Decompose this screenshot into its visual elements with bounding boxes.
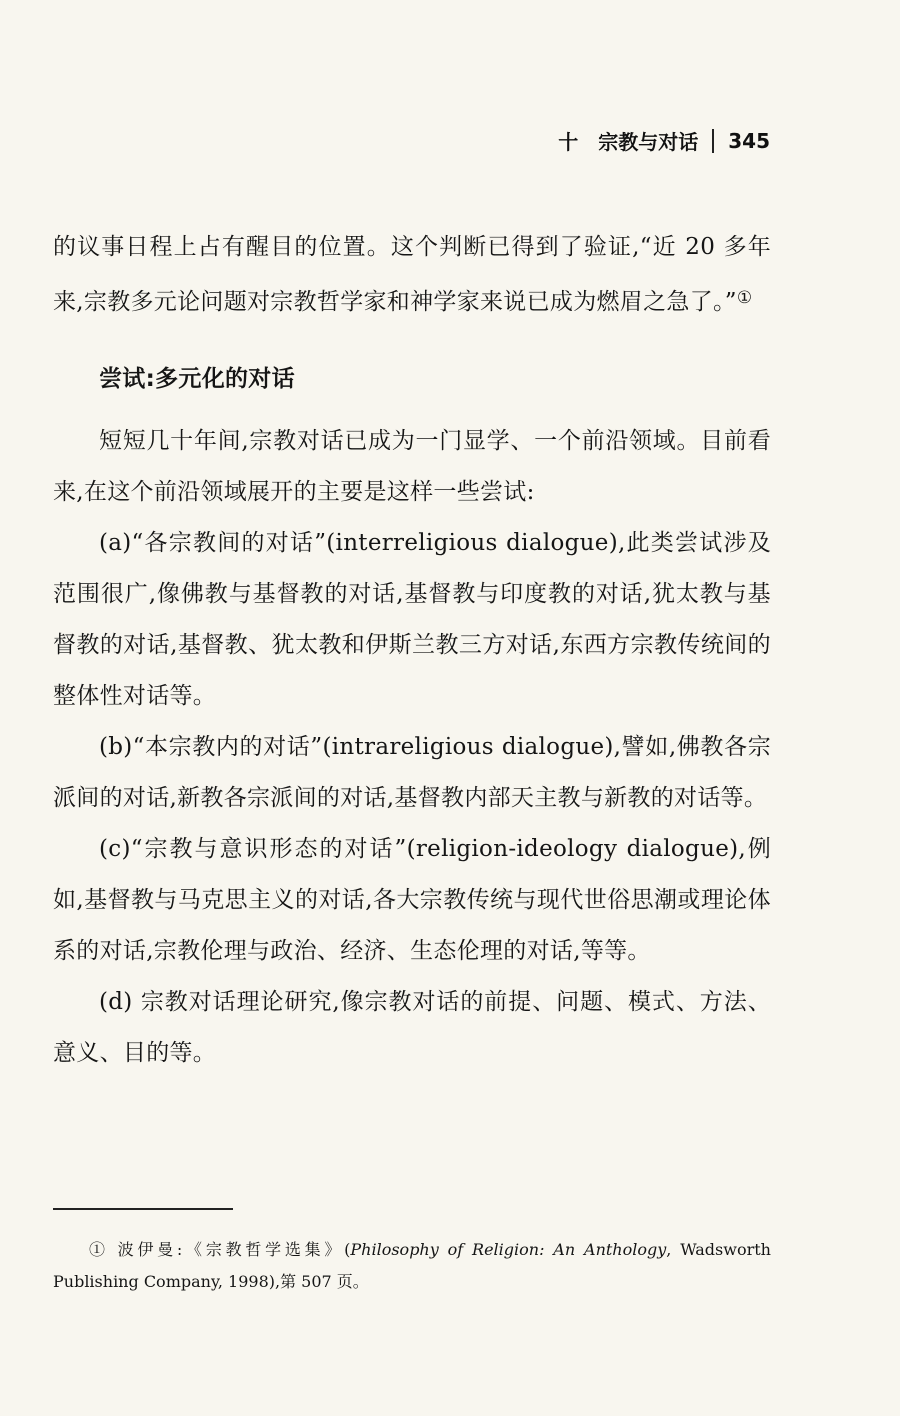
footnote-reference: ① bbox=[736, 288, 753, 308]
paragraph-text: 的议事日程上占有醒目的位置。这个判断已得到了验证,“近 20 多年来,宗教多元论问题对宗教哲学家和神学家来说已成为燃眉之急了。” bbox=[53, 234, 771, 315]
paragraph-item-c: (c)“宗教与意识形态的对话”(religion-ideology dialogue),例如,基督教与马克思主义的对话,各大宗教传统与现代世俗思潮或理论体系的对话,宗教伦理与政治、经济、生态伦理的对话,等等。 bbox=[53, 836, 771, 964]
header-separator bbox=[712, 129, 714, 153]
page-number: 345 bbox=[728, 128, 770, 153]
footnote-divider bbox=[53, 1208, 233, 1210]
footnote-book-title: Philosophy of Religion: An Anthology bbox=[350, 1240, 667, 1259]
paragraph-continuation bbox=[53, 222, 771, 328]
section-heading: 尝试:多元化的对话 bbox=[99, 366, 295, 392]
chapter-number: 十 bbox=[558, 130, 579, 154]
paragraph-intro: 短短几十年间,宗教对话已成为一门显学、一个前沿领域。目前看来,在这个前沿领域展开的主要是这样一些尝试: bbox=[53, 428, 771, 505]
footnote bbox=[53, 1234, 771, 1298]
chapter-title: 宗教与对话 bbox=[598, 130, 699, 154]
page-body bbox=[53, 222, 771, 1079]
footnote-mark: ① bbox=[89, 1240, 109, 1259]
running-header bbox=[558, 126, 770, 155]
paragraph-item-b: (b)“本宗教内的对话”(intrareligious dialogue),譬如,佛教各宗派间的对话,新教各宗派间的对话,基督教内部天主教与新教的对话等。 bbox=[53, 734, 771, 811]
footnote-text-before: 波伊曼:《宗教哲学选集》( bbox=[108, 1240, 351, 1259]
paragraph-item-d: (d) 宗教对话理论研究,像宗教对话的前提、问题、模式、方法、意义、目的等。 bbox=[53, 989, 771, 1066]
footnote-text-after: , Wadsworth Publishing Company, 1998),第 507 页。 bbox=[53, 1240, 771, 1291]
paragraph-item-a: (a)“各宗教间的对话”(interreligious dialogue),此类尝试涉及范围很广,像佛教与基督教的对话,基督教与印度教的对话,犹太教与基督教的对话,基督教、犹太教和伊斯兰教三方对话,东西方宗教传统间的整体性对话等。 bbox=[53, 530, 771, 709]
